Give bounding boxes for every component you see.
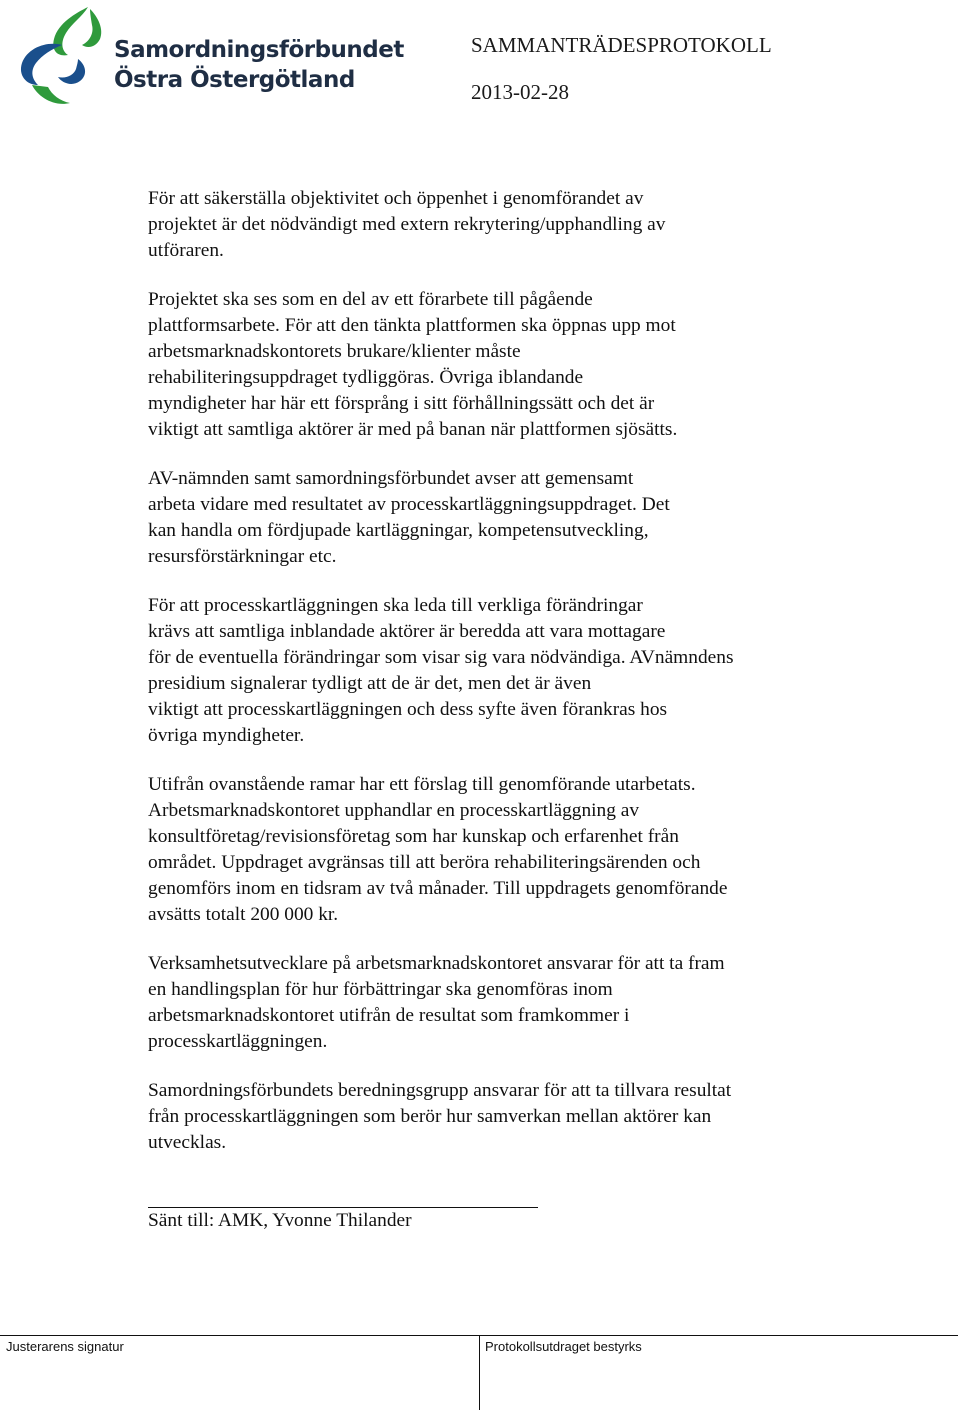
text-line: konsultföretag/revisionsföretag som har kunskap och erfarenhet från [148,826,679,847]
text-line: området. Uppdraget avgränsas till att beröra rehabiliteringsärenden och [148,852,701,873]
text-line: Samordningsförbundets beredningsgrupp ansvarar för att ta tillvara resultat [148,1080,732,1101]
sent-to-line: Sänt till: AMK, Yvonne Thilander [148,1210,412,1231]
document-body [148,186,838,1179]
text-line: viktigt att processkartläggningen och dess syfte även förankras hos [148,699,668,720]
text-line: myndigheter har här ett försprång i sitt förhållningssätt och det är [148,393,655,414]
text-line: Verksamhetsutvecklare på arbetsmarknadskontoret ansvarar för att ta fram [148,953,725,974]
footer-divider-vertical [479,1335,480,1410]
text-line: rehabiliteringsuppdraget tydliggöras. Övriga iblandande [148,367,584,388]
paragraph-4 [148,593,838,749]
text-line: resursförstärkningar etc. [148,546,337,567]
signature-line [148,1207,538,1208]
text-line: kan handla om fördjupade kartläggningar, kompetensutveckling, [148,520,649,541]
paragraph-3 [148,466,838,570]
paragraph-5 [148,772,838,928]
text-line: för de eventuella förändringar som visar sig vara nödvändiga. AVnämndens [148,647,734,668]
text-line: genomförs inom en tidsram av två månader. Till uppdragets genomförande [148,878,728,899]
logo-mark-icon [18,5,108,109]
text-line: från processkartläggningen som berör hur samverkan mellan aktörer kan [148,1106,712,1127]
text-line: krävs att samtliga inblandade aktörer är beredda att vara mottagare [148,621,666,642]
text-line: plattformsarbete. För att den tänkta plattformen ska öppnas upp mot [148,315,676,336]
text-line: Projektet ska ses som en del av ett förarbete till pågående [148,289,593,310]
text-line: övriga myndigheter. [148,725,305,746]
text-line: presidium signalerar tydligt att de är det, men det är även [148,673,592,694]
footer-adjuster-signature-label: Justerarens signatur [6,1339,124,1354]
text-line: projektet är det nödvändigt med extern rekrytering/upphandling av [148,214,666,235]
text-line: arbeta vidare med resultatet av processkartläggningsuppdraget. Det [148,494,670,515]
organization-name-line1: Samordningsförbundet [114,37,404,63]
text-line: processkartläggningen. [148,1031,328,1052]
organization-name-line2: Östra Östergötland [114,67,355,93]
paragraph-2 [148,287,838,443]
text-line: Arbetsmarknadskontoret upphandlar en processkartläggning av [148,800,640,821]
text-line: en handlingsplan för hur förbättringar ska genomföras inom [148,979,613,1000]
document-type: SAMMANTRÄDESPROTOKOLL [471,33,772,57]
text-line: avsätts totalt 200 000 kr. [148,904,339,925]
footer-certified-label: Protokollsutdraget bestyrks [485,1339,642,1354]
document-date: 2013-02-28 [471,80,569,104]
organization-logo [18,5,404,109]
paragraph-7 [148,1078,838,1156]
text-line: arbetsmarknadskontoret utifrån de resultat som framkommer i [148,1005,630,1026]
text-line: viktigt att samtliga aktörer är med på banan när plattformen sjösätts. [148,419,678,440]
paragraph-1 [148,186,838,264]
text-line: För att processkartläggningen ska leda till verkliga förändringar [148,595,643,616]
text-line: utföraren. [148,240,224,261]
text-line: arbetsmarknadskontorets brukare/klienter måste [148,341,521,362]
text-line: utvecklas. [148,1132,227,1153]
paragraph-6 [148,951,838,1055]
text-line: Utifrån ovanstående ramar har ett förslag till genomförande utarbetats. [148,774,696,795]
text-line: För att säkerställa objektivitet och öppenhet i genomförandet av [148,188,644,209]
text-line: AV-nämnden samt samordningsförbundet avser att gemensamt [148,468,634,489]
